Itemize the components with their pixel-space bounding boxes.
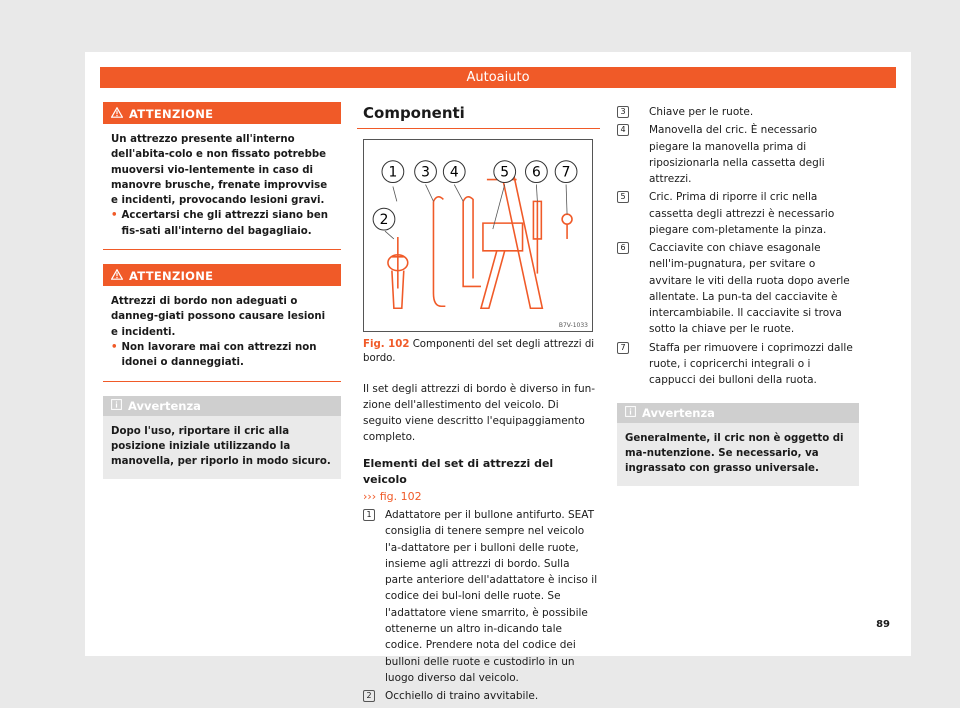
callout-label: 2: [379, 212, 389, 229]
warning-box: [103, 264, 341, 381]
callout-label: 3: [421, 164, 430, 181]
figure-caption-text: Componenti del set degli attrezzi di bordo.: [363, 339, 595, 365]
figure-callouts: [373, 161, 577, 230]
item-number-badge: 5: [617, 191, 629, 203]
list-item: [357, 688, 600, 704]
item-number-badge: 1: [363, 509, 375, 521]
right-column: [617, 102, 859, 500]
note-title: Avvertenza: [642, 405, 715, 420]
callout-label: 7: [561, 164, 571, 181]
warning-text: Un attrezzo presente all'interno dell'abita-colo e non fissato potrebbe muoversi vio-lentemente in caso di manovre brusche, frenate improvvise e incidenti, provocando lesioni gravi.: [111, 134, 328, 207]
info-icon: [111, 399, 122, 413]
item-number-badge: 6: [617, 242, 629, 254]
tools-illustration: [364, 140, 592, 331]
item-number-badge: 2: [363, 690, 375, 702]
list-item: [617, 104, 859, 120]
warning-bullet: Accertarsi che gli attrezzi siano ben fis-sati all'interno del bagagliaio.: [121, 210, 328, 237]
note-box: [617, 403, 859, 487]
page-number: 89: [876, 619, 890, 630]
item-text: Staffa per rimuovere i coprimozzi dalle ruote, i copricerchi integrali o i cappucci dei bulloni della ruota.: [649, 341, 853, 387]
note-text: Dopo l'uso, riportare il cric alla posizione iniziale utilizzando la manovella, per riporlo in modo sicuro.: [111, 425, 331, 468]
list-item: [617, 189, 859, 238]
item-text: Manovella del cric. È necessario piegare la manovella prima di riposizionarla nella cassetta degli attrezzi.: [649, 124, 825, 186]
warning-title: ATTENZIONE: [129, 107, 214, 121]
callout-label: 5: [500, 164, 510, 181]
item-text: Adattatore per il bullone antifurto. SEAT consiglia di tenere sempre nel veicolo l'a-dattatore per i bulloni delle ruote, insieme agli attrezzi di bordo. Sulla parte anteriore dell'adattatore è inciso il codice dei bul-loni delle ruote. Se l'adattatore viene smarrito, è possibile ottenerne un altro in-dicando tale codice. Prendere nota del codice dei bulloni delle ruote e custodirlo in un luogo diverso dal veicolo.: [385, 509, 598, 684]
callout-label: 4: [449, 164, 459, 181]
figure-reference-link[interactable]: ››› fig. 102: [363, 489, 422, 503]
item-text: Occhiello di traino avvitabile.: [385, 690, 539, 703]
list-heading: Elementi del set di attrezzi del veicolo ››› fig. 102: [363, 456, 554, 503]
note-title: Avvertenza: [128, 398, 201, 413]
note-text: Generalmente, il cric non è oggetto di ma-nutenzione. Se necessario, va ingrassato con grasso universale.: [625, 432, 844, 475]
bullet-icon: •: [111, 210, 118, 222]
warning-box: [103, 102, 341, 250]
callout-label: 1: [388, 164, 398, 181]
warning-title: ATTENZIONE: [129, 269, 214, 284]
list-item: [617, 240, 859, 338]
list-item: [617, 122, 859, 187]
tools-figure: [363, 139, 593, 332]
callout-label: 6: [531, 164, 541, 181]
warning-triangle-icon: [111, 107, 123, 121]
item-text: Cric. Prima di riporre il cric nella cassetta degli attrezzi è necessario piegare com-pletamente la pinza.: [649, 191, 835, 236]
figure-label: Fig. 102: [363, 339, 410, 350]
figure-caption: [363, 338, 600, 367]
item-text: Cacciavite con chiave esagonale nell'im-pugnatura, per svitare o avvitare le viti della ruota dopo averle allentate. La pun-ta del cacciavite è intercambiabile. Il cacciavite si trova sotto la chiave per le ruote.: [649, 242, 850, 336]
item-number-badge: 3: [617, 106, 629, 118]
warning-bullet: Non lavorare mai con attrezzi non idonei o danneggiati.: [121, 341, 317, 369]
bullet-icon: •: [111, 341, 118, 353]
warning-text: Attrezzi di bordo non adeguati o danneg-giati possono causare lesioni e incidenti.: [111, 296, 326, 338]
item-number-badge: 7: [617, 342, 629, 354]
warning-triangle-icon: [111, 269, 123, 283]
manual-page: [85, 52, 911, 703]
figure-code: B7V-1033: [558, 322, 588, 329]
left-column: [103, 102, 341, 493]
middle-column: [357, 102, 600, 704]
item-text: Chiave per le ruote.: [649, 106, 754, 118]
list-item: [357, 507, 600, 686]
section-title: Componenti: [357, 102, 600, 129]
item-number-badge: 4: [617, 124, 629, 136]
info-icon: [625, 406, 636, 420]
list-item: [617, 340, 859, 389]
intro-paragraph: Il set degli attrezzi di bordo è diverso in fun-zione dell'allestimento del veicolo. Di seguito viene descritto l'equipaggiamento completo.: [363, 382, 596, 444]
chapter-header: Autoaiuto: [100, 67, 896, 88]
note-box: [103, 396, 341, 480]
